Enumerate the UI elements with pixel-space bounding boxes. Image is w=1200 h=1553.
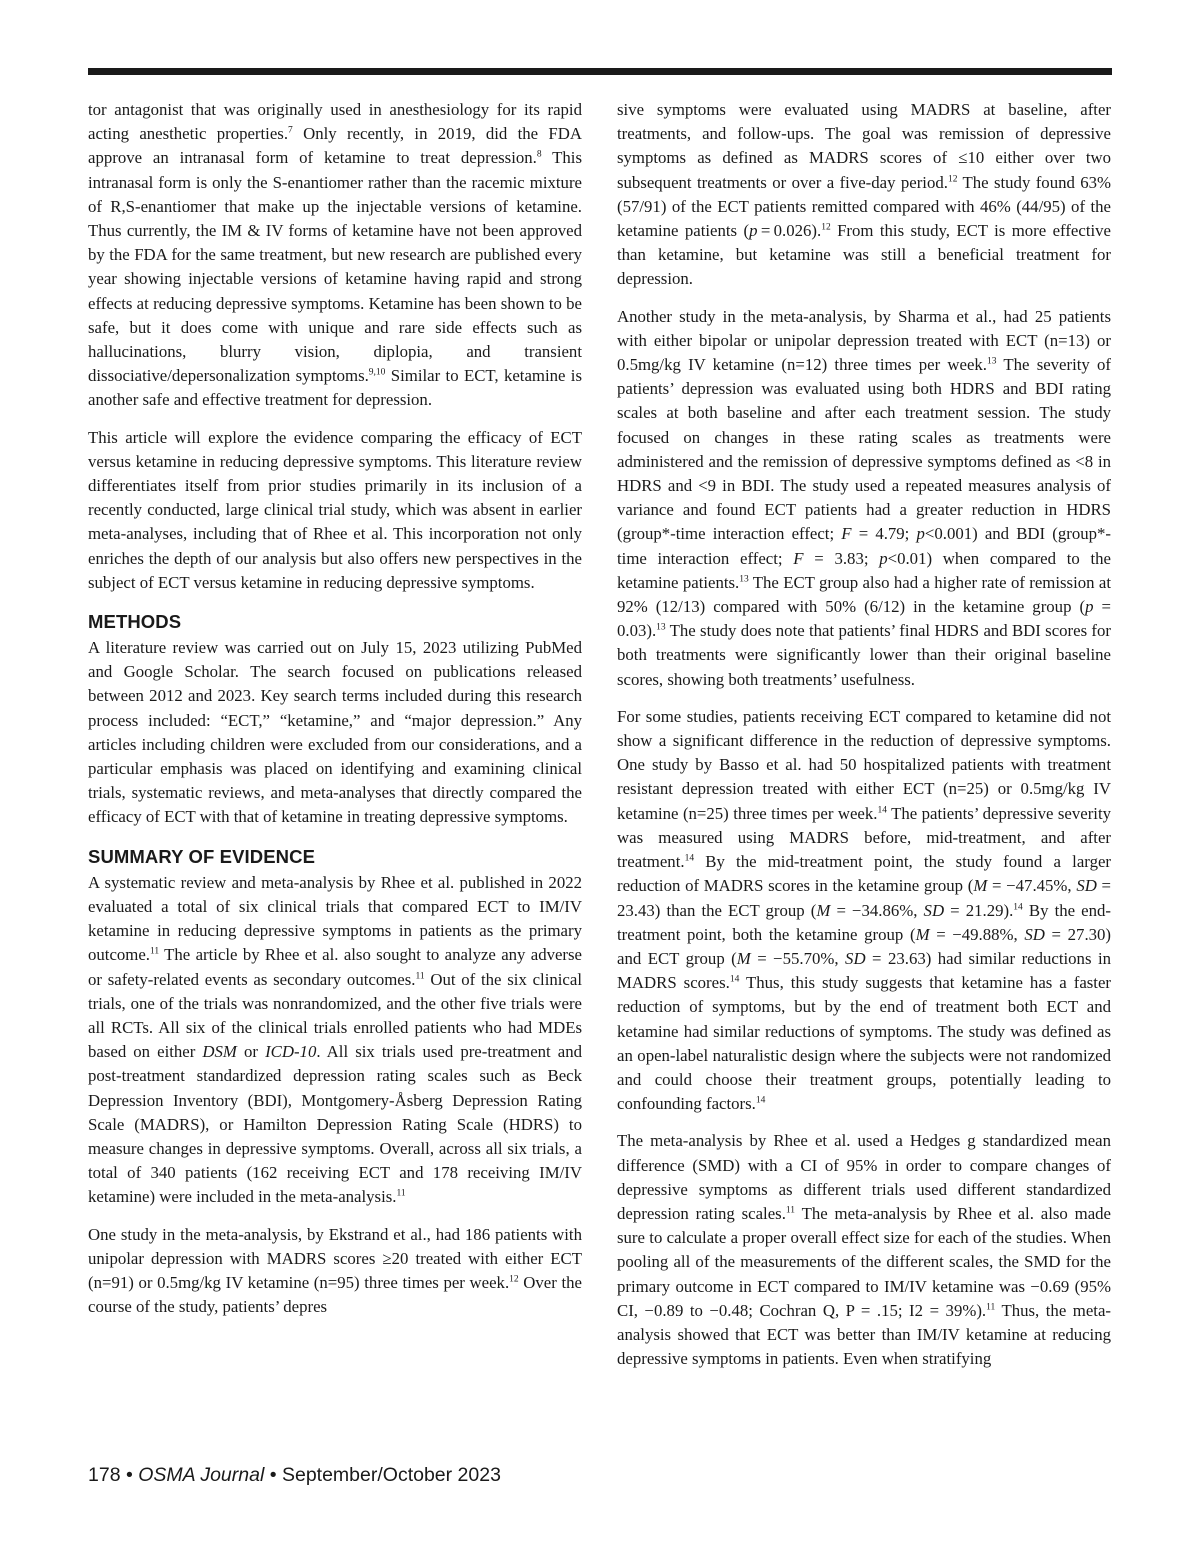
page-number: 178 [88,1464,121,1486]
issue-date: September/October 2023 [281,1464,501,1486]
paragraph-summary: A systematic review and meta-analysis by Rhee et al. published in 2022 evaluated a total of six clinical trials that compared ECT to IM/IV ketamine in reducing depressive symptoms in patients as the primary outcome.$^{11}$ The article by Rhee et al. also sought to analyze any adverse or safety-related events as secondary outcomes.$^{11}$ Out of the six clinical trials, one of the trials was nonrandomized, and the other five trials were all RCTs. All six of the clinical trials enrolled patients who had MDEs based on either DSM or ICD-10. All six trials used pre-treatment and post-treatment standardized depression rating scales such as Beck Depression Inventory (BDI), Montgomery-Åsberg Depression Rating Scale (MADRS), or Hamilton Depression Rating Scale (HDRS) to measure changes in depressive symptoms. Overall, across all six trials, a total of 340 patients (162 receiving ECT and 178 receiving IM/IV ketamine) were included in the meta-analysis.$^{11}$ [88,872,583,1207]
paragraph-basso-study: For some studies, patients receiving ECT compared to ketamine did not show a significant difference in the reduction of depressive symptoms. One study by Basso et al. had 50 hospitalized patients with treatment resistant depression treated with either ECT (n=25) or 0.5mg/kg IV ketamine (n=25) three times per week.$^{14}$ The patients’ depressive severity was measured using MADRS before, mid-treatment, and after treatment.$^{14}$ By the mid-treatment point, the study found a larger reduction of MADRS scores in the ketamine group (M = −47.45%, SD = 23.43) than the ECT group (M = −34.86%, SD = 21.29).$^{14}$ By the end-treatment point, both the ketamine group (M = −49.88%, SD = 27.30) and ECT group (M = −55.70%, SD = 23.63) had similar reductions in MADRS scores.$^{14}$ Thus, this study suggests that ketamine has a faster reduction of symptoms, but by the end of treatment both ECT and ketamine had similar reductions of symptoms. The study was defined as an open-label naturalistic design where the subjects were not randomized and could choose their treatment groups, potentially leading to confounding factors.$^{14}$ [617,706,1112,1114]
paragraph-rhee-meta-analysis: The meta-analysis by Rhee et al. used a Hedges g standardized mean difference (SMD) with a CI of 95% in order to compare changes of depressive symptoms as different trials used different standardized depression rating scales.$^{11}$ The meta-analysis by Rhee et al. also made sure to calculate a proper overall effect size for each of the studies. When pooling all of the measurements of the different scales, the SMD for the primary outcome in ECT compared to IM/IV ketamine was −0.69 (95% CI, −0.89 to −0.48; Cochran Q, P = .15; I2 = 39%).$^{11}$ Thus, the meta-analysis showed that ECT was better than IM/IV ketamine at reducing depressive symptoms in patients. Even when stratifying [617,1131,1111,1369]
footer-separator: • [120,1464,139,1486]
heading-methods: METHODS [88,611,182,633]
top-rule [88,68,1112,75]
page-footer [88,1464,501,1487]
journal-name: OSMA Journal [138,1464,265,1486]
footer-separator: • [264,1464,282,1486]
left-column [88,98,582,1332]
paragraph-ekstrand-study: One study in the meta-analysis, by Ekstrand et al., had 186 patients with unipolar depression with MADRS scores ≥20 treated with either ECT (n=91) or 0.5mg/kg IV ketamine (n=95) three times per week.$^{12}$ Over the course of the study, patients’ depres [88,1224,582,1317]
paragraph-ekstrand-results: sive symptoms were evaluated using MADRS at baseline, after treatments, and follow-ups. The goal was remission of depressive symptoms as defined as MADRS scores of ≤10 either over two subsequent treatments or over a five-day period.$^{12}$ The study found 63% (57/91) of the ECT patients remitted compared with 46% (44/95) of the ketamine patients (p = 0.026).$^{12}$ From this study, ECT is more effective than ketamine, but ketamine was still a beneficial treatment for depression. [617,100,1111,289]
paragraph-ketamine-intro: tor antagonist that was originally used in anesthesiology for its rapid acting anesthetic properties.$^7$ Only recently, in 2019, did the FDA approve an intranasal form of ketamine to treat depression.$^8$ This intranasal form is only the S-enantiomer rather than the racemic mixture of R,S-enantiomer that make up the injectable versions of ketamine. Thus currently, the IM & IV forms of ketamine have not been approved by the FDA for the same treatment, but new research are published every year showing injectable versions of ketamine having rapid and strong effects at reducing depressive symptoms. Ketamine has been shown to be safe, but it does come with unique and rare side effects such as hallucinations, blurry vision, diplopia, and transient dissociative/depersonalization symptoms.$^{9,10}$ Similar to ECT, ketamine is another safe and effective treatment for depression. [88,100,583,410]
right-column [617,98,1111,1384]
heading-summary-of-evidence: SUMMARY OF EVIDENCE [88,845,316,867]
paragraph-article-purpose: This article will explore the evidence comparing the efficacy of ECT versus ketamine in reducing depressive symptoms. This literature review differentiates itself from prior studies primarily in its inclusion of a recently conducted, large clinical trial study, which was absent in earlier meta-analyses, including that of Rhee et al. This incorporation not only enriches the depth of our analysis but also offers new perspectives in the subject of ECT versus ketamine in reducing depressive symptoms. [88,427,582,592]
paragraph-methods: A literature review was carried out on July 15, 2023 utilizing PubMed and Google Scholar. The search focused on publications released between 2012 and 2023. Key search terms included during this research process included: “ECT,” “ketamine,” and “major depression.” Any articles including children were excluded from our considerations, and a particular emphasis was placed on identifying and examining clinical trials, systematic reviews, and meta-analyses that directly compared the efficacy of ECT with that of ketamine in treating depressive symptoms. [88,638,582,827]
paragraph-sharma-study: Another study in the meta-analysis, by Sharma et al., had 25 patients with either bipolar or unipolar depression treated with ECT (n=13) or 0.5mg/kg IV ketamine (n=12) three times per week.$^{13}$ The severity of patients’ depression was evaluated using both HDRS and BDI rating scales at both baseline and after each treatment session. The study focused on changes in these rating scales as treatments were administered and the remission of depressive symptoms defined as <8 in HDRS and <9 in BDI. The study used a repeated measures analysis of variance and found ECT patients had a greater reduction in HDRS (group*-time interaction effect; F = 4.79; p<0.001) and BDI (group*-time interaction effect; F = 3.83; p<0.01) when compared to the ketamine patients.$^{13}$ The ECT group also had a higher rate of remission at 92% (12/13) compared with 50% (6/12) in the ketamine group (p = 0.03).$^{13}$ The study does note that patients’ final HDRS and BDI scores for both treatments were significantly lower than their original baseline scores, showing both treatments’ usefulness. [617,306,1111,689]
